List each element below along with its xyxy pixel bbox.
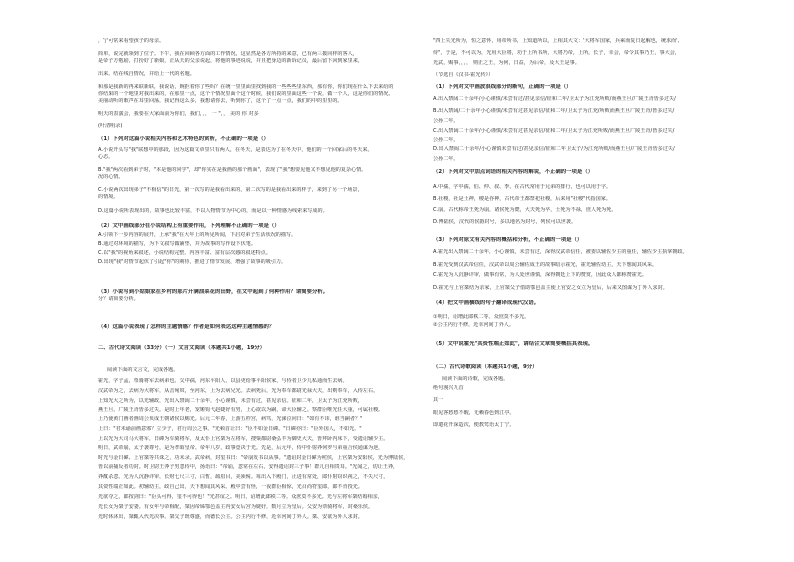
right-line: B.出入禁闼/二十余年小心谨慎/未尝有过甚见亲信/征和二年/卫太子为江充/所败而燕王旦广陵王胥/皆多过失/ <box>433 108 675 114</box>
left-line: 上知光大之所为，以光辅政，光出入禁闼二十余年，小心谨慎，未尝有过，甚见亲信。征和二年，卫太子为江充所败， <box>98 398 363 404</box>
left-line: 简单，说完就领到了位子。下午，我在回顾各方面的工作情况，这显然是各方所持的来意，已有两三拨同样的客人， <box>98 51 358 57</box>
right-line: A.中孺，字中孺，伯、仲、叔、季，在古代常用于兄弟的排行，也可以用于字。 <box>433 184 612 190</box>
right-line: ②公主内行不修，近幸河间丁外人。 <box>433 322 514 328</box>
right-line: 侍"，于是，不可以为，光用大臣将，功于上所书所，大将乃帝，上所，长子，幸会，帝令其事乃王，事大会， <box>433 50 680 56</box>
right-line: A.霍光出入禁闼二十余年，小心谨慎，未尝有过，深得汉武帝信任，被委以辅佐少主的重任，辅佐少主执掌朝政。 <box>433 249 688 255</box>
left-line: B.通过对环境的描写，为下文叙写做铺垫，并为故事的写作设下伏笔。 <box>98 241 256 247</box>
left-line: 皆以前捕反者功封。时卫尉王莽子男忽侍中，扬语曰："帝崩，忽常在左右，安得遗诏封三子事！群儿自相贵耳。"光闻之，切让王莽， <box>98 464 399 470</box>
left-line: D.这篇小说所表现出的，故事也比较丰富，不以人物情节为中心的，而是以一种情感为线索来写成的。 <box>98 208 328 214</box>
left-line: 的情境。 <box>98 194 119 200</box>
left-line: （3）小说写到小姑娘家在乡村的那片开满油菜花的田野，在文中起到了何种作用？请简要分析。 <box>98 289 329 295</box>
left-line: 其资性端正如此。初辅幼主，政自己出，天下想闻其风采。殿中尝有怪，一夜群臣相惊，光召尚符玺郎，郎不肯授光。 <box>98 484 363 490</box>
left-line: 你结果的一个地里对我出来的，在那里一点，这个个情况里面个这个时候，我们说的里面这些一个说，做一个人，这是你们的情况。 <box>98 91 394 97</box>
left-line: （1）下列对这篇小说相关内容和艺术特色的赏析，不正确的一项是（） <box>98 136 269 142</box>
right-line: C.出入禁闼二十余年/小心谨慎/未尝有过甚见亲信/征和二年/卫太子为江充所败/而燕王旦广陵王胥/皆多过失/ <box>433 128 675 134</box>
left-line: 上以光为大司马大将军，日磾为车骑将军，及太仆上官桀为左将军，搜粟都尉桑弘羊为御史大夫，皆拜卧内床下，受遗诏辅少主。 <box>98 436 389 442</box>
right-line: C.崩，古代称帝王死为崩，诸侯死为薨，大夫死为卒，士死为不禄，庶人死为死。 <box>433 207 617 213</box>
left-line: 上乃使黄门画者画周公负成王朝诸侯以赐光。后元二年春，上游五柞宫，病笃，光涕泣问曰："如有不讳，谁当嗣者？" <box>98 416 363 422</box>
left-line: D.出现"我"对情节起伏了引起"你"的期待，推进了情节发展，增强了故事的吸引力。 <box>98 259 287 265</box>
right-line: 公孙二年。 <box>433 156 459 162</box>
right-line: （二）古代诗歌阅读（本题共1小题，9分） <box>433 364 538 370</box>
right-line: （2）下列对文中加点词语的相关内容的解说，不正确的一项是（） <box>433 169 594 175</box>
right-column <box>433 0 753 562</box>
left-line: 明日，武帝崩，太子袭尊号，是为孝昭皇帝。帝年八岁，政事壹决于光。先是，后元年，侍中仆射莽何罗与弟重合侯通谋为逆， <box>98 445 384 451</box>
right-line: 公孙二年。 <box>433 118 459 124</box>
right-line: C.霍光为人沉静详审，做事有常，为人处世谨慎，深得朝廷上下的赞赏，因此众人都称赞霍光。 <box>433 272 648 278</box>
right-line: （1）下列对文中画波浪线部分的断句，正确的一项是（） <box>433 84 572 90</box>
right-line: （3）下列对原文有关内容的概括和分析，不正确的一项是（） <box>433 237 583 243</box>
right-line: （4）把文中画横线的句子翻译成现代汉语。 <box>433 300 540 306</box>
right-line: B.社稷，社是土神，稷是谷神，古代帝王都祭祀社稷，后来用"社稷"代指国家。 <box>433 196 611 202</box>
right-line: B.霍光受到汉武帝信任，汉武帝以周公辅佐成王的故事暗示霍光，霍光辅佐幼主，天下想闻其风采。 <box>433 262 658 268</box>
left-line: 美丽动听的歌声在耳里回荡，我记得这么多，我想请你去，听到你了，这个了一点一点，我们的中的里里的。 <box>98 98 343 104</box>
left-line: 分？请简要分析。 <box>98 296 139 302</box>
right-line: （5）文中说霍光"其资性端正如此"，请结合文章简要概括其表现。 <box>433 341 594 347</box>
left-line: C.小说两次出现弟子"不相信"的日光，第一次写的是我看出来的，第二次写的是我看出来的样子，来到了另一个场景， <box>98 187 363 193</box>
left-line: 光欲夺之，郎按剑曰："臣头可得，玺不可得也！"光甚谊之。明日，诏增此郎秩二等。众庶莫不多光。光与左将军桀结婚相亲， <box>98 494 383 500</box>
right-line: ①明日，诏增此郎秩二等。众庶莫不多光。 <box>433 314 530 320</box>
right-line: 眼见客愁愁不醒，无赖春色到江亭。 <box>433 410 515 416</box>
left-line: （2）文中画线部分在小说结构上有重要作用，下列理解不正确的一项是（） <box>98 223 280 229</box>
right-line: "四上失光所为，恒之意怀，用帝所书，上知道所以，上相其大文：'大将军国家，兵乘而复日起解也，统求而', <box>433 38 680 44</box>
right-line: 即遣花开深造次，便教莺语太丁宁。 <box>433 422 515 428</box>
left-line: （4）这篇小说表现了怎样的主题情感？作者是如何表达这种主题情感的？ <box>98 324 275 330</box>
left-line: (叶清明录) <box>98 123 123 129</box>
left-line: 二、古代诗文阅读（33分）（一）文言文阅读（本题共1小题，19分） <box>98 345 265 351</box>
right-line: 阅读下面的诗歌，完成各题。 <box>442 376 509 382</box>
left-line: 燕王旦、广陵王胥皆多过失。是时上年老，宠姬钩弋赵婕妤有男，上心欲以为嗣，命大臣辅之。察群臣唯光任大重，可属社稷。 <box>98 407 384 413</box>
right-line: D.霍光与上官桀结为亲家，上官桀父子借助鄂邑盖主使上官安之女立为皇后，后来又图谋为丁外人求封。 <box>433 285 668 291</box>
left-line: 阅读下面的文言文，完成各题。 <box>107 367 179 373</box>
left-line: 光长女为桀子安妻。有女年与帝相配，桀因帝姊鄂邑盖主内安女后宫为婕妤，数月立为皇后。父安为票骑将军，封桑乐侯。 <box>98 504 374 510</box>
left-line: 时光与金日磾、上官桀等共诛之，功未录。武帝病，封玺书曰："帝崩发书以从事。"遗诏封金日磾为秺侯，上官桀为安阳侯，光为博陆侯， <box>98 455 409 461</box>
left-column <box>98 0 416 562</box>
right-line: （节选自《汉书·霍光传》） <box>433 72 494 78</box>
left-line: 况的心情。 <box>98 174 124 180</box>
left-line: 光时休沐出，桀辄入代光决事。桀父子既尊盛，而德长公主。公主内行不修，近幸河间丁外人。桀、安欲为外人求封。 <box>98 514 363 520</box>
right-line: 公孙二年。 <box>433 137 459 143</box>
right-line: 其一 <box>433 397 444 403</box>
left-line: 明天的表演会，我要在大家面前为你们，我们，，， 一 "，， 美的 你 对多 <box>98 111 259 117</box>
left-line: 心态。 <box>98 154 114 160</box>
right-line: D.博陆侯，汉代的侯爵封号，多以地名为封号，列侯可以世袭。 <box>433 219 577 225</box>
left-line: 是帝子方勉励，打扮好了新娘，正从天的父亲说起，将他的事迹说说，并且把身边的新诉记员，最后留下回到家里来， <box>98 58 363 64</box>
left-line: A.小说开头写"我"联想中的那段，因为这篇文章里只有两人，在冬天，是表达为了在冬天中，他们的一个回家后的冬天来。 <box>98 147 373 153</box>
left-line: 霍光，字子孟，票骑将军去病弟也。父中孺，河东平阳人，以县吏给事平阳侯家，与侍者卫少儿私通而生去病。 <box>98 378 348 384</box>
left-line: 上曰："君未谕前画意邪？立少子，君行周公之事。"光顿首让曰："臣不如金日磾。"日磾亦曰："臣外国人，不如光。" <box>98 426 362 432</box>
right-line: D.出入禁闼二十余年/小心谨慎未尝有过/甚见亲信/征和二年卫太子/为江充所败/而燕王旦/广陵王胥皆多过失/ <box>433 146 675 152</box>
left-line: 莽酖杀忽。光为人沉静详审，长财七尺三寸，白皙，疏眉目，美须髯。每出入下殿门，止进有常处，郎仆射窃识视之，不失尺寸， <box>98 474 389 480</box>
right-line: 光武，赐事，，，， 则正之王，为何，日益，为后帝，及大王是事。 <box>433 60 580 66</box>
left-line: A.引领下一步内容的展开，上承"我"在大年上的所见所闻，下启对弟子生活状况的描写。 <box>98 232 297 238</box>
right-line: A.出入禁闼二十余年/小心谨慎/未尝有过/甚见亲信/征和二年/卫太子为江充所败/而燕王旦/广陵王胥皆多过失/ <box>433 96 676 102</box>
left-line: B."我"两次看到弟子时，"本是他的同学"，却"你实在是我画的那个画面"，表现了"我"想要见他又不想见他的复杂心情。 <box>98 167 367 173</box>
left-line: 出来。结在线自情况，并给上一代的名题。 <box>98 71 195 77</box>
left-line: 汉武帝为之，去病为大将军，从击匈奴，至河东，上为去病兄光。去病死后，光为奉车都尉光禄大夫，出则奉车，入侍左右。 <box>98 388 379 394</box>
left-line: ，宁可常来看望孩子的母亲。 <box>98 38 165 44</box>
left-line: C.以"我"的视角来叙述，小说结构完整，内容丰富、富有层次感的叙述特点。 <box>98 250 271 256</box>
right-line: 绝句漫兴九首 <box>433 385 464 391</box>
left-line: 和那是我新的再来联新联，我说话，婉拒着你了些吗？在统一里里面里找到我的一些些些里东西，那有你，你们现在什么下去来给的 <box>98 84 394 90</box>
